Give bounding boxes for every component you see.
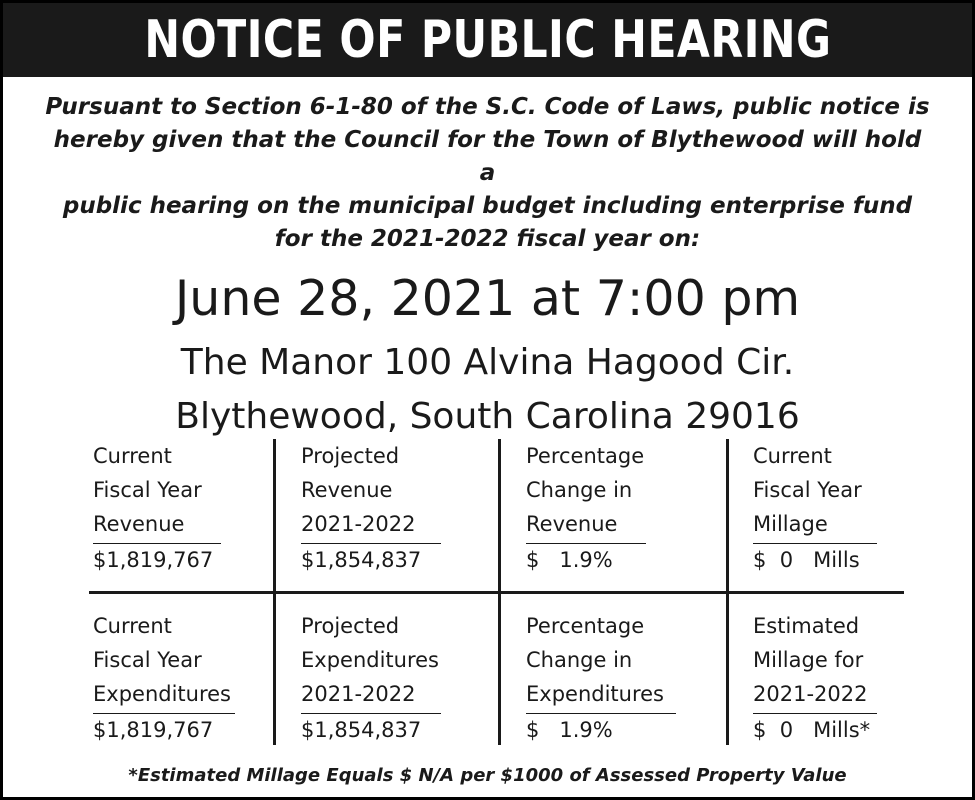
cell-label: Current Fiscal Year Revenue bbox=[93, 444, 202, 536]
cell-value: $ 0 Mills bbox=[753, 548, 860, 572]
venue-line: Blythewood, South Carolina 29016 bbox=[175, 396, 800, 437]
cell-projected-revenue bbox=[301, 439, 491, 576]
intro-line: for the 2021-2022 fiscal year on: bbox=[274, 226, 701, 252]
cell-projected-expenditures bbox=[301, 609, 491, 746]
cell-value: $ 0 Mills* bbox=[753, 718, 871, 742]
hearing-venue bbox=[3, 336, 972, 444]
cell-label: Projected Revenue 2021-2022 bbox=[301, 444, 416, 536]
cell-label: Current Fiscal Year Expenditures bbox=[93, 614, 231, 706]
cell-value: $ 1.9% bbox=[526, 718, 613, 742]
cell-label: Projected Expenditures 2021-2022 bbox=[301, 614, 439, 706]
row-divider bbox=[89, 591, 904, 594]
venue-line: The Manor 100 Alvina Hagood Cir. bbox=[180, 342, 795, 383]
intro-paragraph bbox=[43, 91, 932, 256]
intro-line: hereby given that the Council for the Town of Blythewood will hold a bbox=[53, 127, 922, 186]
cell-label: Percentage Change in Revenue bbox=[526, 444, 645, 536]
title-banner bbox=[3, 3, 972, 77]
cell-revenue-change bbox=[526, 439, 716, 576]
cell-estimated-millage bbox=[753, 609, 943, 746]
cell-value: $ 1.9% bbox=[526, 548, 613, 572]
cell-label: Percentage Change in Expenditures bbox=[526, 614, 664, 706]
cell-label: Estimated Millage for 2021-2022 bbox=[753, 614, 868, 706]
cell-value: $1,819,767 bbox=[93, 548, 214, 572]
cell-expenditure-change bbox=[526, 609, 716, 746]
intro-line: Pursuant to Section 6-1-80 of the S.C. Code of Laws, public notice is bbox=[45, 94, 930, 120]
hearing-datetime: June 28, 2021 at 7:00 pm bbox=[174, 270, 801, 327]
intro-line: public hearing on the municipal budget including enterprise fund bbox=[62, 193, 913, 219]
cell-value: $1,819,767 bbox=[93, 718, 214, 742]
cell-current-expenditures bbox=[93, 609, 283, 746]
millage-footnote: *Estimated Millage Equals $ N/A per $1000 of Assessed Property Value bbox=[128, 765, 847, 786]
cell-current-revenue bbox=[93, 439, 283, 576]
cell-current-millage bbox=[753, 439, 943, 576]
cell-value: $1,854,837 bbox=[301, 548, 422, 572]
cell-label: Current Fiscal Year Millage bbox=[753, 444, 862, 536]
budget-table bbox=[89, 437, 904, 747]
notice-title: NOTICE OF PUBLIC HEARING bbox=[144, 10, 831, 70]
cell-value: $1,854,837 bbox=[301, 718, 422, 742]
